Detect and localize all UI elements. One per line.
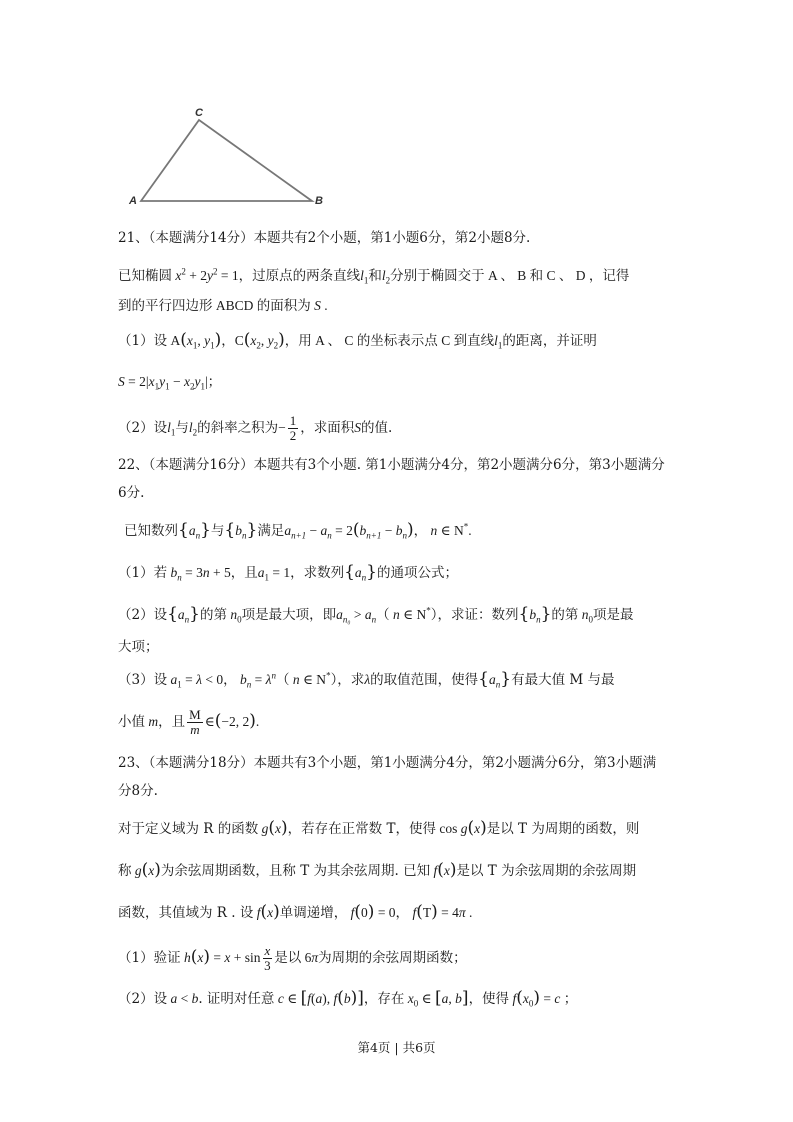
q23-part1: （1）验证 h(x) = x + sin $\frac{x}{3}$ 是以 6π为周期的余弦周期函数； <box>118 943 467 973</box>
q22-stem: 已知数列$\{a_n\}$与$\{b_n\}$满足$a_{n+1} - a_n = 2(b_{n+1} - b_n)$， n ∈ N*. <box>124 520 472 541</box>
q23-stem-line2: 称 g(x)为余弦周期函数，且称 T 为其余弦周期. 已知 f(x)是以 T 为余弦周期的余弦周期 <box>118 860 637 880</box>
q22-part3-line2: 小值 m，且 $\frac{M}{m}$ ∈(−2, 2). <box>118 707 260 737</box>
q23-stem-line3: 函数，其值域为 R . 设 f(x)单调递增， f(0) = 0， f(T) = 4π . <box>118 902 473 922</box>
q22-part1: （1）若 $b_n = 3n + 5$，且$a_1 = 1$，求数列$\{a_n\}$的通项公式； <box>118 562 458 583</box>
vertex-label-c: C <box>195 107 203 119</box>
q23-part2: （2）设 a < b. 证明对任意 c ∈ [f(a), f(b)]，存在 $x_0$ ∈ [a, b]，使得 $f(x_0) = c$ ； <box>118 988 578 1009</box>
q21-stem-line2: 到的平行四边形 ABCD 的面积为 S . <box>118 298 328 314</box>
q23-stem-line1: 对于定义域为 R 的函数 g(x)，若存在正常数 T，使得 cos g(x)是以 T 为周期的函数，则 <box>118 818 640 838</box>
q22-heading-line1: 22、（本题满分16分）本题共有3个小题. 第1小题满分4分，第2小题满分6分，第3小题满分 <box>118 457 665 473</box>
q22-part2-line2: 大项； <box>118 639 159 655</box>
q22-heading-line2: 6分. <box>118 485 145 501</box>
q23-heading-line2: 分8分. <box>118 783 158 799</box>
q22-part2-line1: （2）设$\{a_n\}$的第 $n_0$项是最大项，即$a_{n_0} > a_n$（ n ∈ N*），求证：数列$\{b_n\}$的第 $n_0$项是最 <box>118 604 634 625</box>
triangle-abc <box>141 120 312 201</box>
q23-heading-line1: 23、（本题满分18分）本题共有3个小题，第1小题满分4分，第2小题满分6分，第3小题满 <box>118 755 657 771</box>
vertex-label-a: A <box>129 195 137 207</box>
q21-part1-formula: $S = 2|x_1y_1 - x_2y_1|$； <box>118 374 222 392</box>
q21-heading: 21、（本题满分14分）本题共有2个小题，第1小题6分，第2小题8分. <box>118 230 531 246</box>
page-footer: 第4页 | 共6页 <box>357 1040 436 1055</box>
q21-stem-line1: 已知椭圆 $x^2 + 2y^2 = 1$，过原点的两条直线$l_1$和$l_2$分别于椭圆交于 A 、 B 和 C 、 D ，记得 <box>118 266 630 286</box>
vertex-label-b: B <box>315 195 323 207</box>
q21-part2: （2）设$l_1$与$l_2$的斜率之积为− $\frac{1}{2}$ ，求面积S的值. <box>118 413 393 443</box>
q21-part1-line1: （1）设 $A(x_1$, $y_1$)，$C(x_2$, $y_2$)，用 A 、 C 的坐标表示点 C 到直线$l_1$的距离，并证明 <box>118 330 597 351</box>
q22-part3-line1: （3）设 $a_1 = \lambda < 0$， $b_n = \lambda^n$（ n ∈ N*），求λ的取值范围，使得$\{a_n\}$有最大值 M 与最 <box>118 669 615 690</box>
